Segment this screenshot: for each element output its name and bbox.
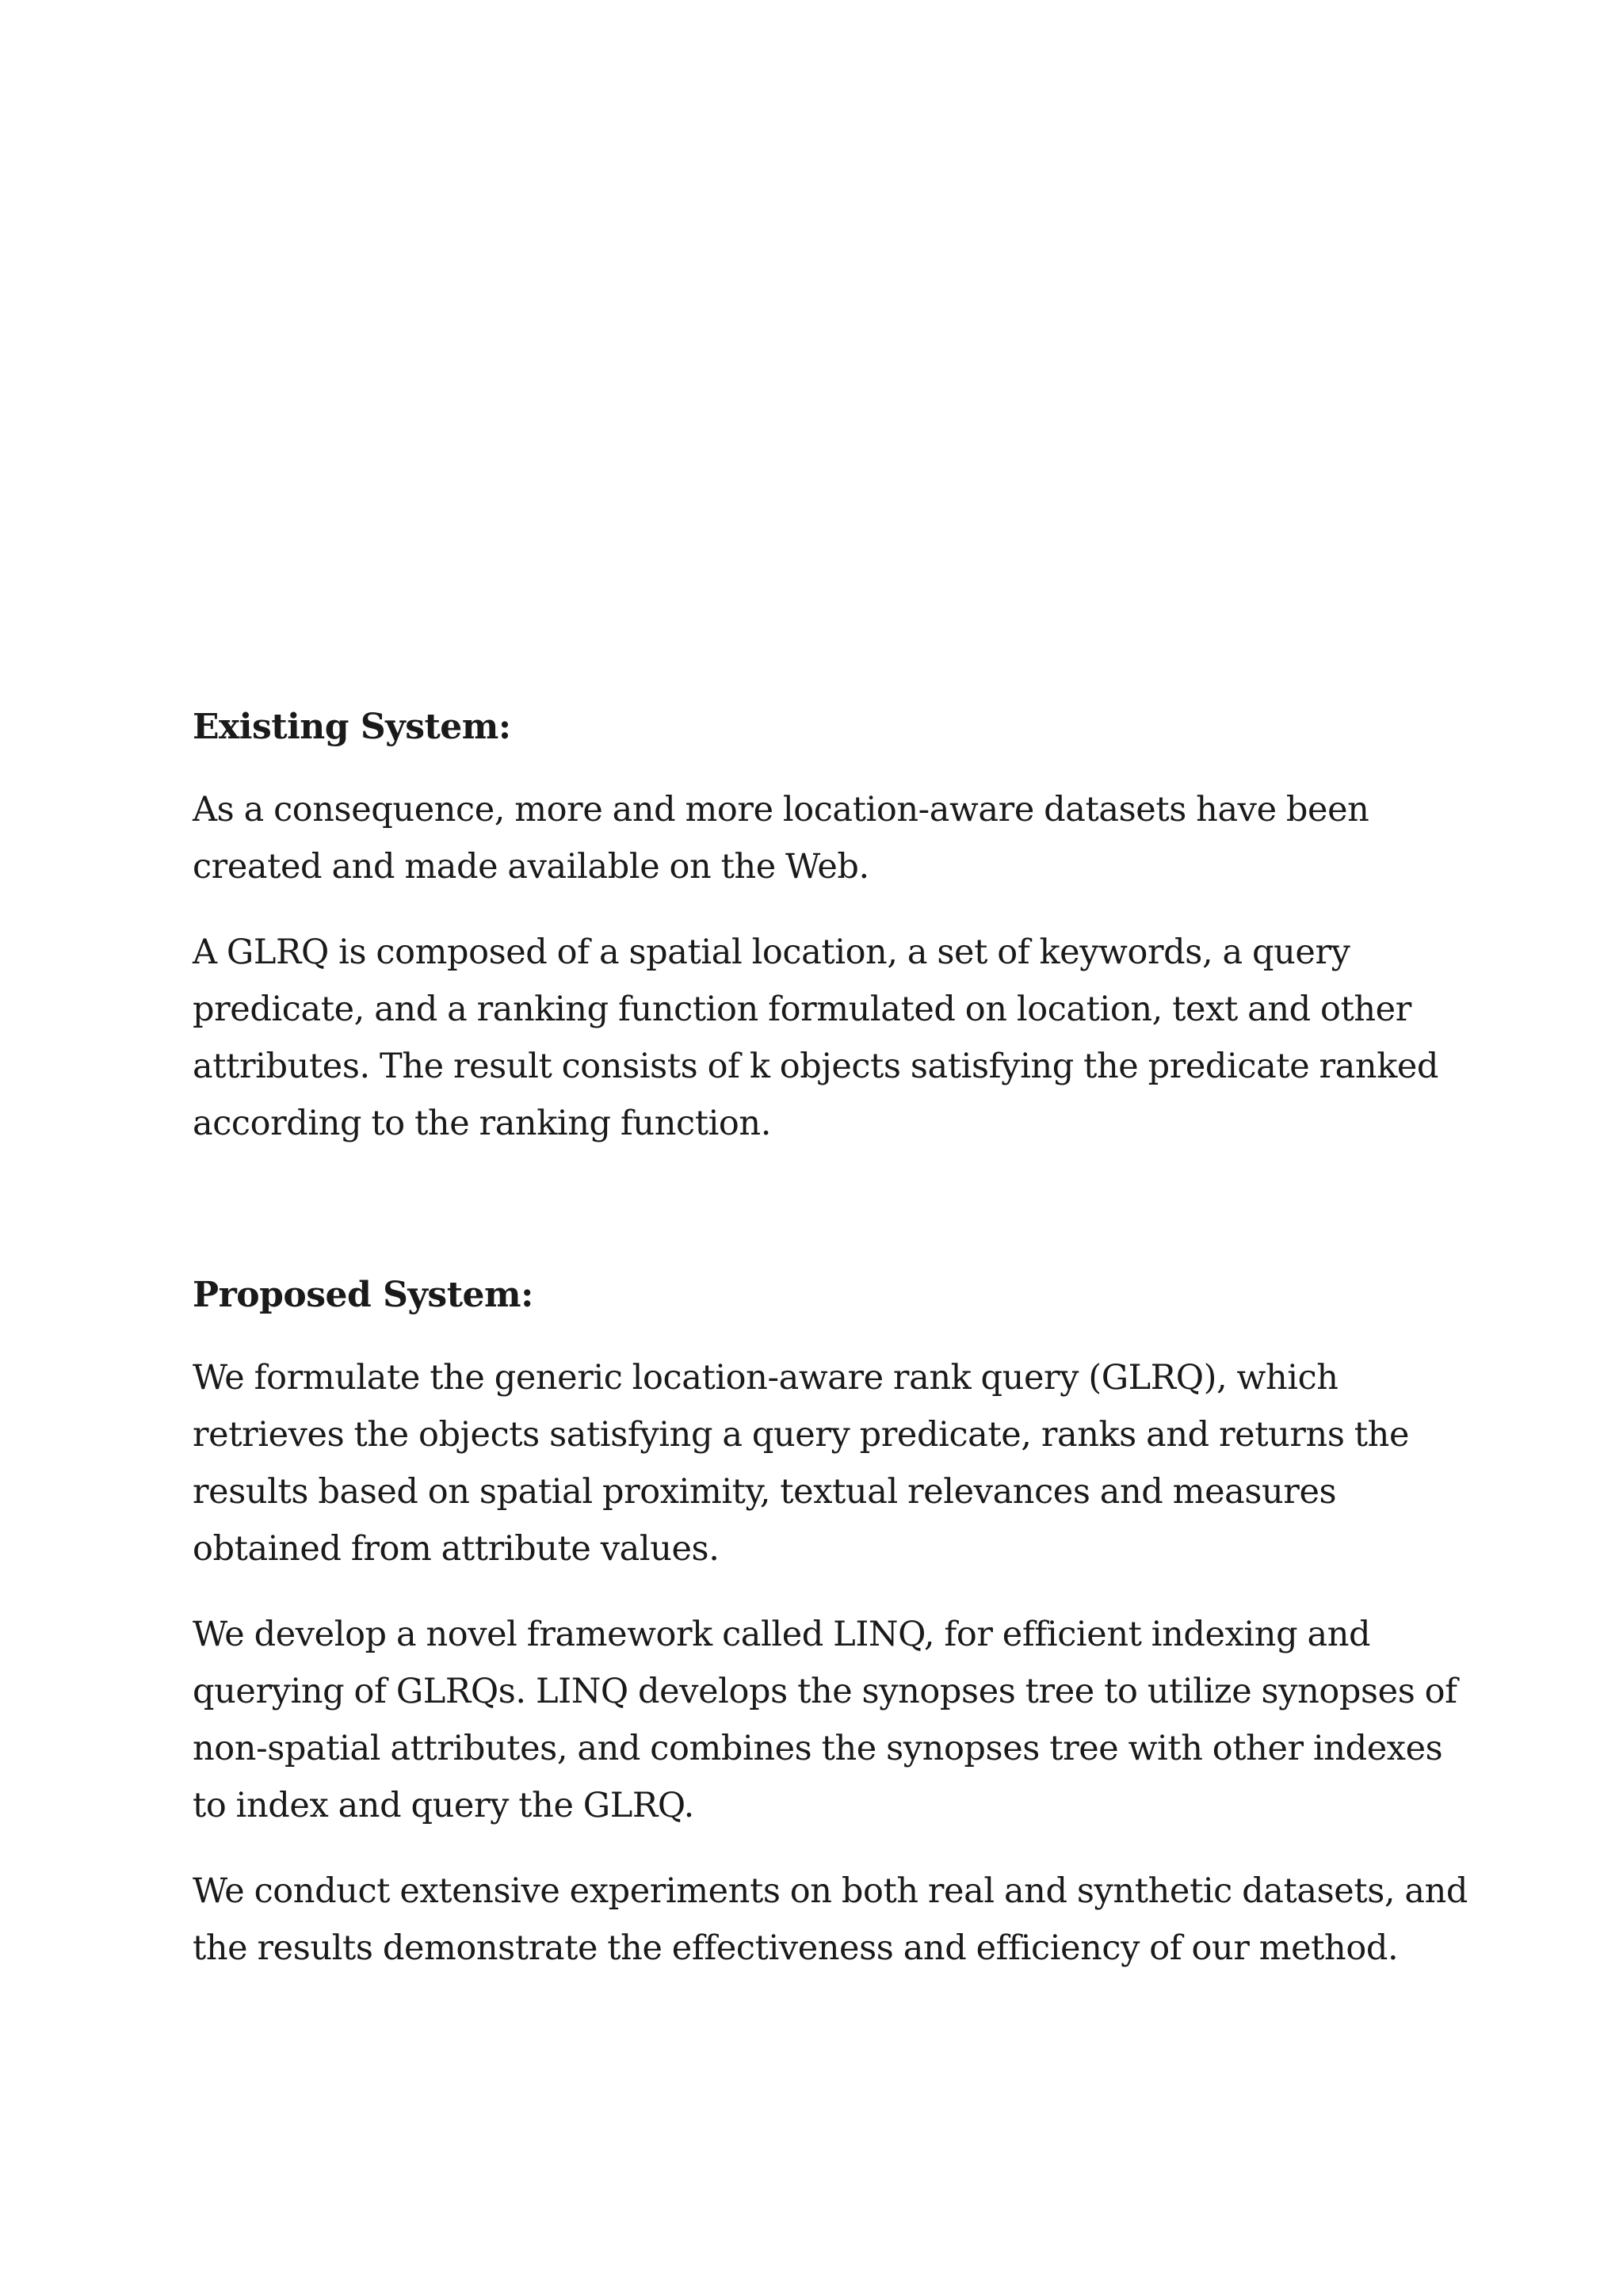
- existing-system-heading: Existing System:: [193, 707, 511, 747]
- text-line: created and made available on the Web.: [193, 847, 869, 887]
- existing-system-section: [193, 704, 1461, 1180]
- text-line: to index and query the GLRQ.: [193, 1786, 694, 1825]
- text-line: according to the ranking function.: [193, 1104, 771, 1143]
- proposed-system-paragraph-2: [193, 1606, 1461, 1834]
- text-line: attributes. The result consists of k objects satisfying the predicate ranked: [193, 1047, 1439, 1086]
- text-line: results based on spatial proximity, textual relevances and measures: [193, 1472, 1337, 1512]
- text-line: A GLRQ is composed of a spatial location, a set of keywords, a query: [193, 933, 1350, 972]
- text-line: We develop a novel framework called LINQ, for efficient indexing and: [193, 1615, 1371, 1654]
- text-line: retrieves the objects satisfying a query predicate, ranks and returns the: [193, 1415, 1410, 1455]
- text-line: We formulate the generic location-aware rank query (GLRQ), which: [193, 1358, 1338, 1398]
- text-line: obtained from attribute values.: [193, 1529, 720, 1569]
- proposed-system-paragraph-3: [193, 1863, 1468, 1977]
- existing-system-paragraph-2: [193, 924, 1461, 1152]
- text-line: As a consequence, more and more location-aware datasets have been: [193, 790, 1369, 830]
- text-line: the results demonstrate the effectiveness and efficiency of our method.: [193, 1928, 1399, 1968]
- text-line: querying of GLRQs. LINQ develops the synopses tree to utilize synopses of: [193, 1672, 1457, 1711]
- proposed-system-heading: Proposed System:: [193, 1275, 533, 1315]
- proposed-system-section: [193, 1272, 1468, 2005]
- text-line: non-spatial attributes, and combines the synopses tree with other indexes: [193, 1729, 1443, 1768]
- existing-system-paragraph-1: [193, 781, 1461, 895]
- text-line: predicate, and a ranking function formulated on location, text and other: [193, 990, 1411, 1029]
- proposed-system-paragraph-1: [193, 1349, 1461, 1577]
- text-line: We conduct extensive experiments on both real and synthetic datasets, and: [193, 1871, 1468, 1911]
